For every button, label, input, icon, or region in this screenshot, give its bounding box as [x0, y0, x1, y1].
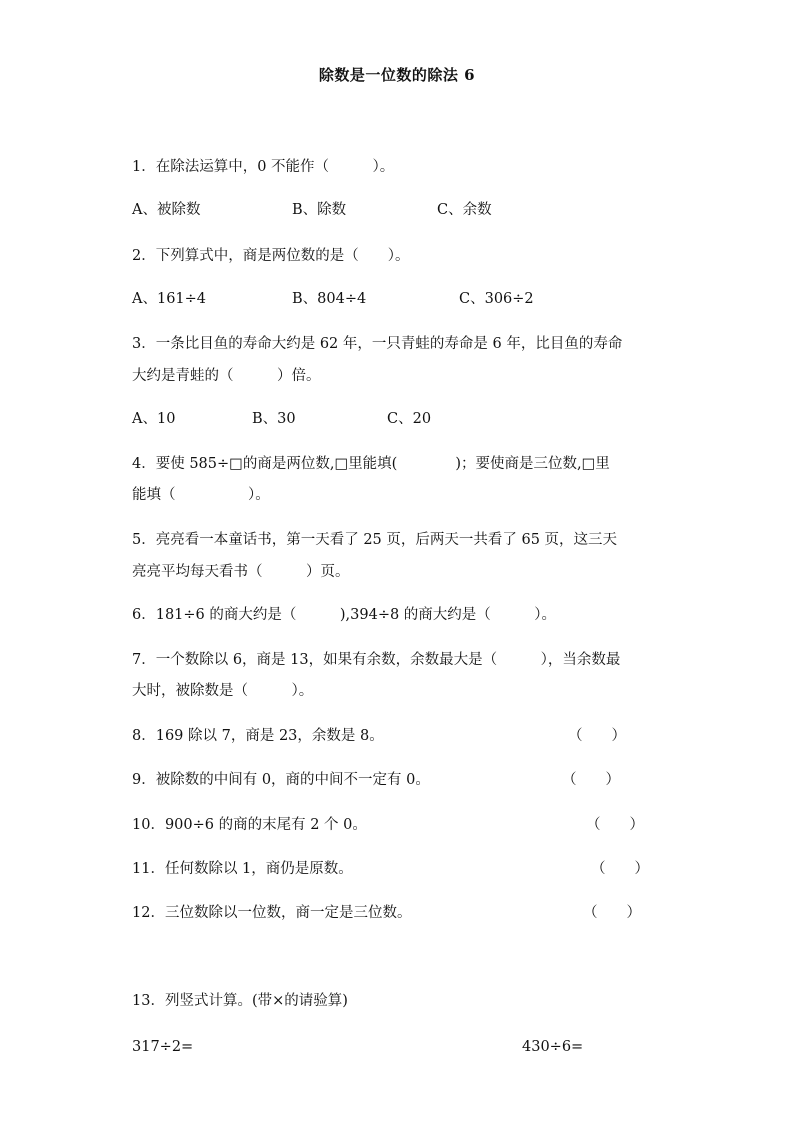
judge-answer-bracket-11: （ ） [591, 861, 649, 877]
judge-answer-bracket-10: （ ） [586, 817, 644, 833]
question-4-line-2: 能填（ ）。 [132, 487, 270, 503]
question-4-line-1: 4．要使 585÷□的商是两位数,□里能填( )；要使商是三位数,□里 [132, 456, 610, 472]
question-3-line-1: 3．一条比目鱼的寿命大约是 62 年，一只青蛙的寿命是 6 年，比目鱼的寿命 [132, 336, 623, 352]
judge-question-8: 8．169 除以 7，商是 23，余数是 8。 [132, 728, 384, 744]
q1-option-a: A、被除数 [132, 202, 201, 218]
judge-question-10: 10．900÷6 的商的末尾有 2 个 0。 [132, 817, 367, 833]
question-13: 13．列竖式计算。(带×的请验算) [132, 993, 348, 1009]
question-7-line-2: 大时，被除数是（ ）。 [132, 683, 314, 699]
judge-question-9: 9．被除数的中间有 0，商的中间不一定有 0。 [132, 772, 430, 788]
q2-option-c: C、306÷2 [459, 291, 534, 307]
question-2: 2．下列算式中，商是两位数的是（ ）。 [132, 248, 410, 264]
calc-item-2: 430÷6= [522, 1039, 584, 1055]
q1-option-c: C、余数 [437, 202, 492, 218]
question-3-line-2: 大约是青蛙的（ ）倍。 [132, 368, 321, 384]
q3-option-c: C、20 [387, 411, 432, 427]
q1-option-b: B、除数 [292, 202, 347, 218]
judge-answer-bracket-9: （ ） [562, 772, 620, 788]
q2-option-b: B、804÷4 [292, 291, 367, 307]
calc-item-1: 317÷2= [132, 1039, 194, 1055]
judge-answer-bracket-8: （ ） [568, 728, 626, 744]
judge-question-11: 11．任何数除以 1，商仍是原数。 [132, 861, 353, 877]
q2-option-a: A、161÷4 [132, 291, 207, 307]
judge-answer-bracket-12: （ ） [583, 905, 641, 921]
q3-option-a: A、10 [132, 411, 176, 427]
judge-question-12: 12．三位数除以一位数，商一定是三位数。 [132, 905, 412, 921]
question-5-line-2: 亮亮平均每天看书（ ）页。 [132, 564, 350, 580]
question-1: 1．在除法运算中，0 不能作（ ）。 [132, 159, 395, 175]
question-6: 6．181÷6 的商大约是（ ),394÷8 的商大约是（ ）。 [132, 607, 557, 623]
q3-option-b: B、30 [252, 411, 296, 427]
question-5-line-1: 5．亮亮看一本童话书，第一天看了 25 页，后两天一共看了 65 页，这三天 [132, 532, 618, 548]
question-7-line-1: 7．一个数除以 6，商是 13，如果有余数，余数最大是（ ），当余数最 [132, 652, 621, 668]
page-title: 除数是一位数的除法 6 [318, 66, 476, 84]
